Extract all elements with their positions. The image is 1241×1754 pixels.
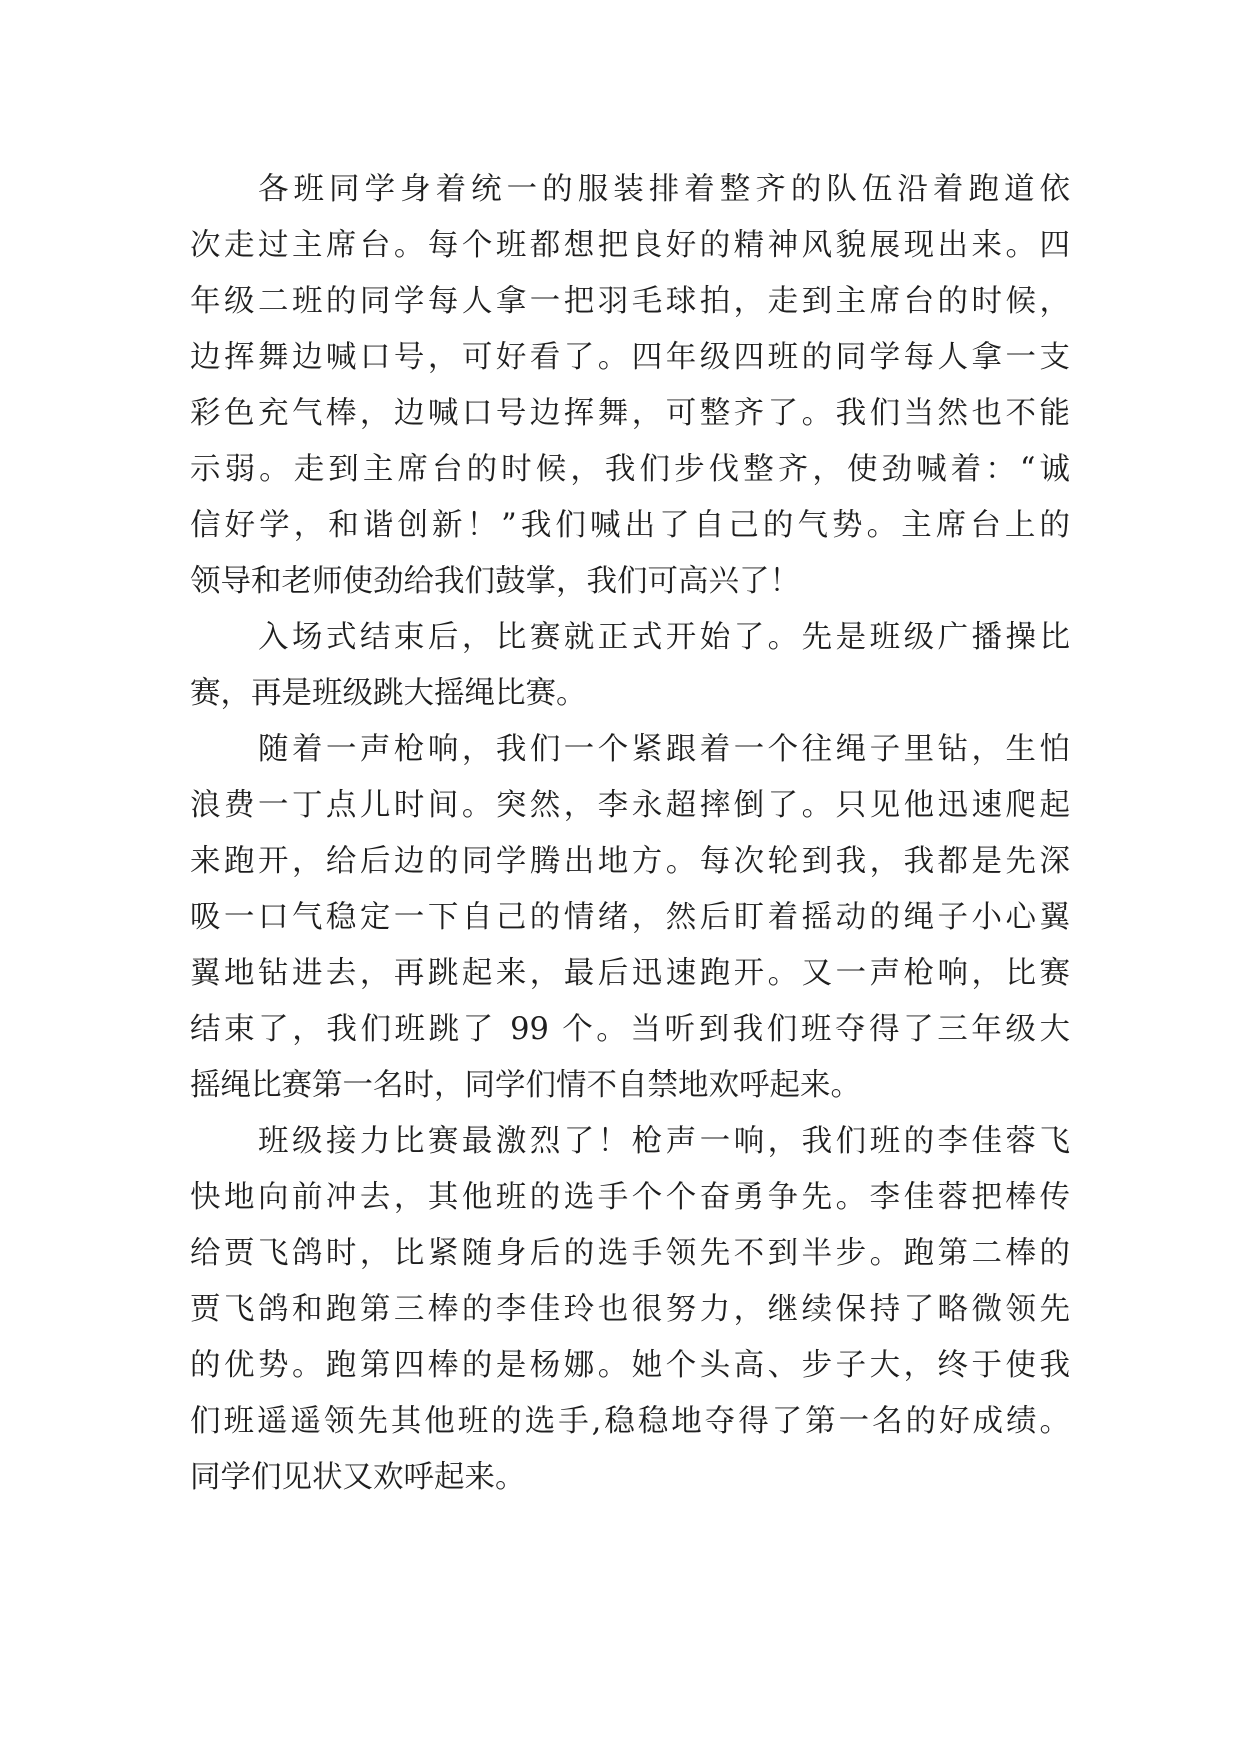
text-line: 翼地钻进去，再跳起来，最后迅速跑开。又一声枪响，比赛 (190, 956, 1070, 991)
paragraph (190, 1114, 1070, 1506)
text-line: 来跑开，给后边的同学腾出地方。每次轮到我，我都是先深 (190, 844, 1070, 879)
text-line: 摇绳比赛第一名时，同学们情不自禁地欢呼起来。 (190, 1068, 861, 1103)
text-line: 各班同学身着统一的服装排着整齐的队伍沿着跑道依 (258, 172, 1070, 207)
text-line: 彩色充气棒，边喊口号边挥舞，可整齐了。我们当然也不能 (190, 396, 1070, 431)
document-body (190, 162, 1070, 1506)
text-line: 信好学，和谐创新！”我们喊出了自己的气势。主席台上的 (190, 508, 1070, 543)
text-line: 次走过主席台。每个班都想把良好的精神风貌展现出来。四 (190, 228, 1070, 263)
text-line: 示弱。走到主席台的时候，我们步伐整齐，使劲喊着：“诚 (190, 452, 1070, 487)
paragraph (190, 610, 1070, 722)
text-line: 浪费一丁点儿时间。突然，李永超摔倒了。只见他迅速爬起 (190, 788, 1070, 823)
text-line: 入场式结束后，比赛就正式开始了。先是班级广播操比 (258, 620, 1070, 655)
text-line: 年级二班的同学每人拿一把羽毛球拍，走到主席台的时候， (190, 284, 1070, 319)
text-line: 给贾飞鸽时，比紧随身后的选手领先不到半步。跑第二棒的 (190, 1236, 1070, 1271)
text-line: 赛，再是班级跳大摇绳比赛。 (190, 676, 587, 711)
text-line: 领导和老师使劲给我们鼓掌，我们可高兴了！ (190, 564, 800, 599)
text-line: 快地向前冲去，其他班的选手个个奋勇争先。李佳蓉把棒传 (190, 1180, 1070, 1215)
text-line: 吸一口气稳定一下自己的情绪，然后盯着摇动的绳子小心翼 (190, 900, 1070, 935)
text-line: 班级接力比赛最激烈了！枪声一响，我们班的李佳蓉飞 (258, 1124, 1070, 1159)
text-line: 同学们见状又欢呼起来。 (190, 1460, 526, 1495)
text-line: 们班遥遥领先其他班的选手,稳稳地夺得了第一名的好成绩。 (190, 1404, 1070, 1439)
text-line: 边挥舞边喊口号，可好看了。四年级四班的同学每人拿一支 (190, 340, 1070, 375)
text-line: 结束了，我们班跳了 99 个。当听到我们班夺得了三年级大 (190, 1012, 1070, 1047)
text-line: 贾飞鸽和跑第三棒的李佳玲也很努力，继续保持了略微领先 (190, 1292, 1070, 1327)
text-line: 随着一声枪响，我们一个紧跟着一个往绳子里钻，生怕 (258, 732, 1070, 767)
text-line: 的优势。跑第四棒的是杨娜。她个头高、步子大，终于使我 (190, 1348, 1070, 1383)
paragraph (190, 162, 1070, 610)
paragraph (190, 722, 1070, 1114)
